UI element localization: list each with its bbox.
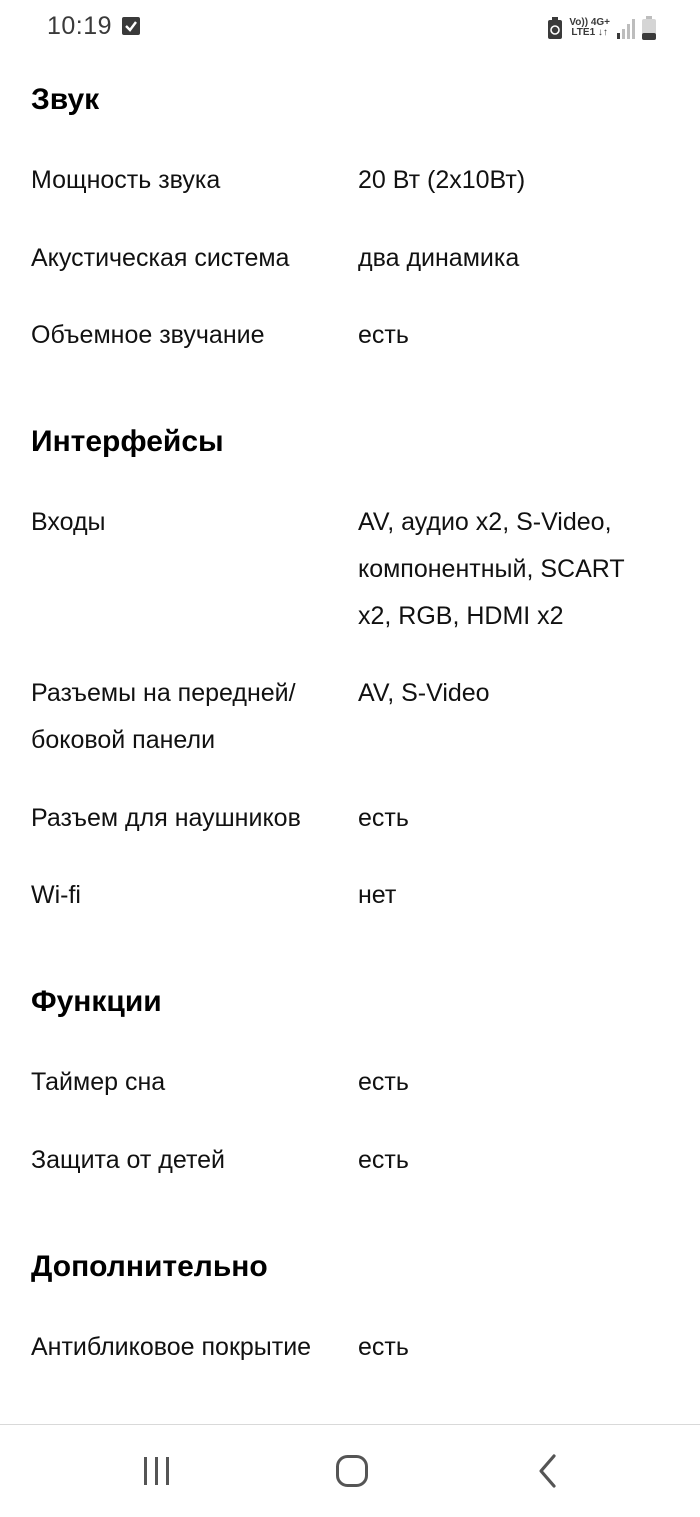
spec-name: Акустическая система [31,244,290,272]
section-title-sound: Звук [31,83,100,116]
navigation-bar [0,1425,700,1517]
home-button[interactable] [322,1451,382,1491]
spec-name: Защита от детей [31,1146,226,1174]
spec-value: есть [358,1146,409,1174]
spec-value: 20 Вт (2x10Вт) [358,166,526,194]
signal-icon [616,17,636,39]
recents-button[interactable] [127,1451,187,1491]
spec-value: есть [358,1333,409,1361]
status-bar [0,0,700,56]
section-title-functions: Функции [31,985,162,1018]
recents-icon [141,1456,173,1486]
spec-value: AV, S-Video [358,679,490,707]
spec-name: Wi-fi [31,881,81,909]
back-button[interactable] [518,1451,578,1491]
spec-name: Разъем для наушников [31,804,301,832]
section-title-additional: Дополнительно [31,1250,268,1283]
back-icon [536,1453,560,1489]
spec-value: два динамика [358,244,520,272]
spec-name: Разъемы на передней/ боковой панели [31,679,296,754]
battery-icon [642,16,656,40]
spec-name: Объемное звучание [31,321,265,349]
battery-saver-icon [547,17,563,39]
spec-value: нет [358,881,397,909]
checkbox-notification-icon [122,17,140,35]
spec-value: AV, аудио x2, S-Video, компонентный, SCART x2, RGB, HDMI x2 [358,508,625,630]
spec-value: есть [358,1068,409,1096]
spec-name: Таймер сна [31,1068,166,1096]
spec-value: есть [358,321,409,349]
section-title-interfaces: Интерфейсы [31,425,224,458]
network-label-top: Vo)) 4G+ [569,17,610,28]
home-icon [335,1454,369,1488]
spec-list [0,56,700,1424]
spec-name: Входы [31,508,106,536]
spec-value: есть [358,804,409,832]
spec-name: Мощность звука [31,166,221,194]
network-label-bottom: LTE1 ↓↑ [571,27,608,38]
network-label [569,18,610,38]
status-time: 10:19 [47,12,113,40]
status-icons [547,14,656,42]
spec-name: Антибликовое покрытие [31,1333,312,1361]
